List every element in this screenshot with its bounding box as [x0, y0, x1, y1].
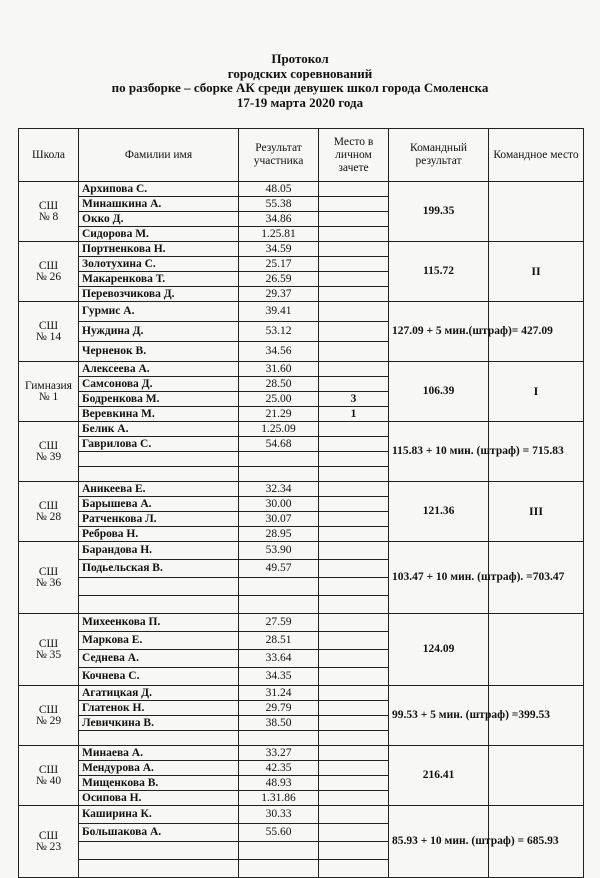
team-result: 99.53 + 5 мин. (штраф) =399.53	[389, 686, 489, 746]
participant-result	[239, 596, 319, 614]
table-row	[19, 614, 584, 632]
participant-result: 55.38	[239, 197, 319, 212]
participant-name	[79, 731, 239, 746]
participant-result: 33.64	[239, 650, 319, 668]
col-header-names: Фамилии имя	[79, 129, 239, 182]
school-cell: СШ № 23	[19, 806, 79, 878]
participant-result: 1.25.09	[239, 422, 319, 437]
participant-name: Гаврилова С.	[79, 437, 239, 452]
title-line-competition: городских соревнований	[227, 65, 373, 81]
school-cell: СШ № 8	[19, 182, 79, 242]
personal-place	[319, 527, 389, 542]
participant-name: Осипова Н.	[79, 791, 239, 806]
team-result: 103.47 + 10 мин. (штраф). =703.47	[389, 542, 489, 614]
personal-place	[319, 560, 389, 578]
participant-name: Каширина К.	[79, 806, 239, 824]
participant-result: 28.50	[239, 377, 319, 392]
personal-place	[319, 422, 389, 437]
team-place	[489, 746, 584, 806]
participant-name: Михеенкова П.	[79, 614, 239, 632]
personal-place	[319, 497, 389, 512]
participant-name: Ратченкова Л.	[79, 512, 239, 527]
participant-name: Реброва Н.	[79, 527, 239, 542]
title-line-dates: 17-19 марта 2020 года	[236, 94, 364, 110]
participant-result: 1.25.81	[239, 227, 319, 242]
participant-result: 32.34	[239, 482, 319, 497]
table-row	[19, 302, 584, 322]
results-table	[18, 128, 584, 878]
participant-result	[239, 452, 319, 467]
table-row	[19, 422, 584, 437]
team-result: 115.83 + 10 мин. (штраф) = 715.83	[389, 422, 489, 482]
participant-name: Гурмис А.	[79, 302, 239, 322]
personal-place	[319, 182, 389, 197]
personal-place	[319, 287, 389, 302]
participant-result: 34.86	[239, 212, 319, 227]
participant-result: 33.27	[239, 746, 319, 761]
col-header-school: Школа	[19, 129, 79, 182]
team-result: 199.35	[389, 182, 489, 242]
personal-place	[319, 761, 389, 776]
participant-result: 29.37	[239, 287, 319, 302]
participant-result: 28.51	[239, 632, 319, 650]
personal-place	[319, 824, 389, 842]
personal-place	[319, 437, 389, 452]
table-row	[19, 746, 584, 761]
participant-result	[239, 842, 319, 860]
participant-result: 48.93	[239, 776, 319, 791]
personal-place	[319, 482, 389, 497]
participant-name: Самсонова Д.	[79, 377, 239, 392]
participant-result: 53.90	[239, 542, 319, 560]
participant-name: Черненок В.	[79, 342, 239, 362]
col-header-team-place: Командное место	[489, 129, 584, 182]
participant-result: 31.24	[239, 686, 319, 701]
personal-place	[319, 806, 389, 824]
school-cell: СШ № 40	[19, 746, 79, 806]
team-result: 127.09 + 5 мин.(штраф)= 427.09	[389, 302, 489, 362]
participant-result	[239, 860, 319, 878]
personal-place	[319, 701, 389, 716]
personal-place: 1	[319, 407, 389, 422]
table-header-row	[19, 129, 584, 182]
participant-result: 25.17	[239, 257, 319, 272]
table-row	[19, 362, 584, 377]
participant-result: 54.68	[239, 437, 319, 452]
personal-place	[319, 731, 389, 746]
participant-result: 30.00	[239, 497, 319, 512]
team-place: I	[489, 362, 584, 422]
personal-place	[319, 746, 389, 761]
personal-place	[319, 342, 389, 362]
participant-name: Портненкова Н.	[79, 242, 239, 257]
team-place: II	[489, 242, 584, 302]
personal-place	[319, 668, 389, 686]
personal-place	[319, 542, 389, 560]
team-place	[489, 614, 584, 686]
participant-result: 29.79	[239, 701, 319, 716]
participant-result: 53.12	[239, 322, 319, 342]
participant-name: Макаренкова Т.	[79, 272, 239, 287]
personal-place	[319, 650, 389, 668]
personal-place	[319, 322, 389, 342]
col-header-result: Результат участника	[239, 129, 319, 182]
participant-name: Барышева А.	[79, 497, 239, 512]
participant-name: Подьельская В.	[79, 560, 239, 578]
table-row	[19, 806, 584, 824]
participant-result: 34.56	[239, 342, 319, 362]
personal-place: 3	[319, 392, 389, 407]
participant-result: 55.60	[239, 824, 319, 842]
participant-name: Нуждина Д.	[79, 322, 239, 342]
team-place	[489, 182, 584, 242]
participant-name	[79, 842, 239, 860]
personal-place	[319, 632, 389, 650]
participant-name: Бодренкова М.	[79, 392, 239, 407]
participant-result: 38.50	[239, 716, 319, 731]
personal-place	[319, 212, 389, 227]
participant-name: Перевозчикова Д.	[79, 287, 239, 302]
participant-name: Большакова А.	[79, 824, 239, 842]
personal-place	[319, 686, 389, 701]
participant-result	[239, 467, 319, 482]
participant-name: Архипова С.	[79, 182, 239, 197]
participant-result: 49.57	[239, 560, 319, 578]
participant-name: Аникеева Е.	[79, 482, 239, 497]
team-result: 115.72	[389, 242, 489, 302]
personal-place	[319, 596, 389, 614]
participant-result: 34.35	[239, 668, 319, 686]
school-cell: СШ № 29	[19, 686, 79, 746]
participant-name	[79, 467, 239, 482]
participant-name: Минаева А.	[79, 746, 239, 761]
participant-result: 1.31.86	[239, 791, 319, 806]
table-row	[19, 686, 584, 701]
personal-place	[319, 272, 389, 287]
school-cell: СШ № 39	[19, 422, 79, 482]
personal-place	[319, 257, 389, 272]
team-result: 124.09	[389, 614, 489, 686]
school-cell: Гимназия № 1	[19, 362, 79, 422]
participant-result: 30.07	[239, 512, 319, 527]
participant-result: 21.29	[239, 407, 319, 422]
participant-name: Минашкина А.	[79, 197, 239, 212]
participant-result: 39.41	[239, 302, 319, 322]
participant-name: Сидорова М.	[79, 227, 239, 242]
participant-name: Веревкина М.	[79, 407, 239, 422]
personal-place	[319, 512, 389, 527]
participant-name: Агатицкая Д.	[79, 686, 239, 701]
personal-place	[319, 791, 389, 806]
participant-result: 28.95	[239, 527, 319, 542]
participant-name	[79, 452, 239, 467]
school-cell: СШ № 26	[19, 242, 79, 302]
personal-place	[319, 197, 389, 212]
team-result: 216.41	[389, 746, 489, 806]
participant-name: Левичкина В.	[79, 716, 239, 731]
table-body	[19, 182, 584, 878]
participant-name: Окко Д.	[79, 212, 239, 227]
team-place: III	[489, 482, 584, 542]
participant-name: Барандова Н.	[79, 542, 239, 560]
personal-place	[319, 227, 389, 242]
participant-name: Золотухина С.	[79, 257, 239, 272]
personal-place	[319, 242, 389, 257]
participant-result: 26.59	[239, 272, 319, 287]
personal-place	[319, 377, 389, 392]
participant-result: 34.59	[239, 242, 319, 257]
col-header-team-result: Командный результат	[389, 129, 489, 182]
participant-result: 25.00	[239, 392, 319, 407]
participant-result	[239, 578, 319, 596]
participant-name	[79, 860, 239, 878]
title-line-protocol: Протокол	[271, 51, 329, 66]
participant-result: 42.35	[239, 761, 319, 776]
team-result: 121.36	[389, 482, 489, 542]
participant-name: Седнева А.	[79, 650, 239, 668]
participant-result: 30.33	[239, 806, 319, 824]
participant-name: Белик А.	[79, 422, 239, 437]
table-row	[19, 242, 584, 257]
document-title	[0, 52, 600, 110]
school-cell: СШ № 28	[19, 482, 79, 542]
personal-place	[319, 362, 389, 377]
table-row	[19, 182, 584, 197]
participant-result	[239, 731, 319, 746]
participant-name: Глатенок Н.	[79, 701, 239, 716]
school-cell: СШ № 14	[19, 302, 79, 362]
participant-name	[79, 596, 239, 614]
school-cell: СШ № 35	[19, 614, 79, 686]
participant-name	[79, 578, 239, 596]
participant-result: 48.05	[239, 182, 319, 197]
team-result: 85.93 + 10 мин. (штраф) = 685.93	[389, 806, 489, 878]
col-header-place: Место в личном зачете	[319, 129, 389, 182]
personal-place	[319, 776, 389, 791]
participant-name: Алексеева А.	[79, 362, 239, 377]
table-row	[19, 482, 584, 497]
personal-place	[319, 716, 389, 731]
participant-name: Мищенкова В.	[79, 776, 239, 791]
personal-place	[319, 614, 389, 632]
participant-result: 31.60	[239, 362, 319, 377]
school-cell: СШ № 36	[19, 542, 79, 614]
personal-place	[319, 452, 389, 467]
participant-name: Маркова Е.	[79, 632, 239, 650]
table-row	[19, 542, 584, 560]
personal-place	[319, 467, 389, 482]
participant-name: Мендурова А.	[79, 761, 239, 776]
personal-place	[319, 860, 389, 878]
personal-place	[319, 842, 389, 860]
participant-result: 27.59	[239, 614, 319, 632]
personal-place	[319, 302, 389, 322]
title-line-subject: по разборке – сборке АК среди девушек школ города Смоленска	[111, 80, 489, 95]
participant-name: Кочнева С.	[79, 668, 239, 686]
personal-place	[319, 578, 389, 596]
team-result: 106.39	[389, 362, 489, 422]
